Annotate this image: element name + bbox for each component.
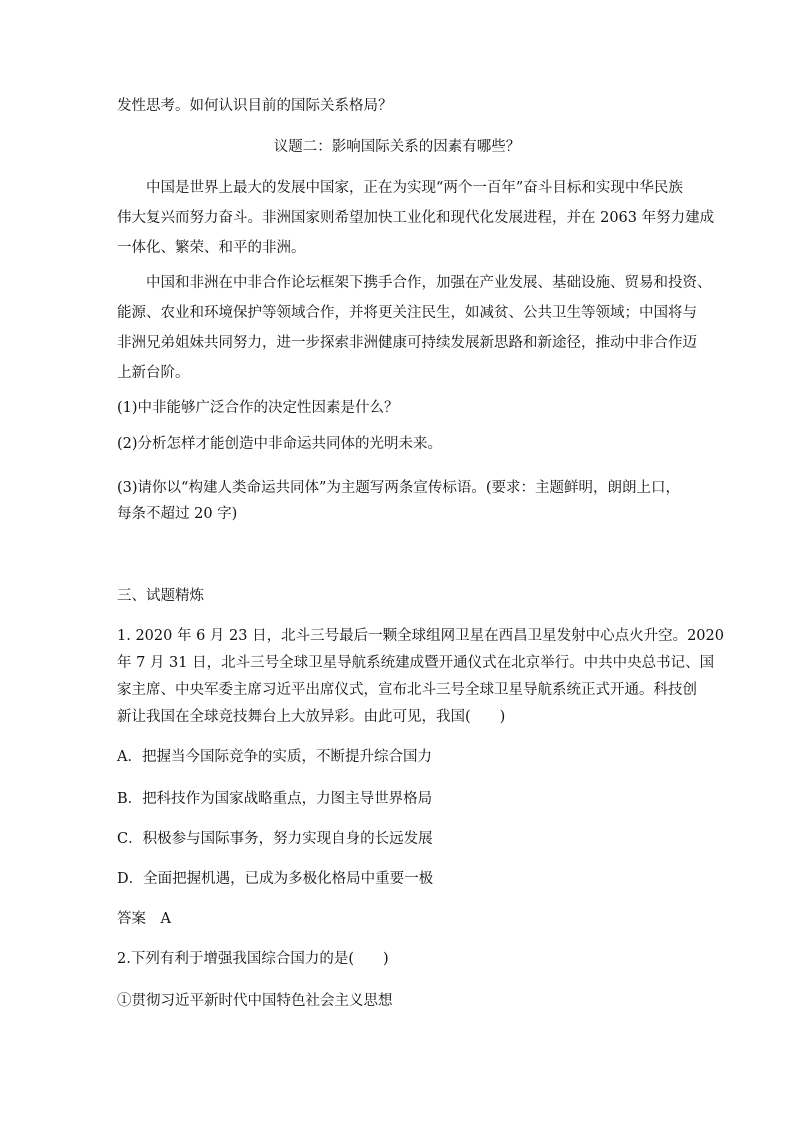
topic2-para2-line3: 非洲兄弟姐妹共同努力，进一步探索非洲健康可持续发展新思路和新途径，推动中非合作迈 bbox=[117, 335, 697, 351]
q2-item-1: ①贯彻习近平新时代中国特色社会主义思想 bbox=[117, 993, 393, 1009]
topic2-para2-line4: 上新台阶。 bbox=[117, 365, 190, 381]
topic2-question-2: (2)分析怎样才能创造中非命运共同体的光明未来。 bbox=[117, 436, 443, 452]
topic2-question-3-line1: (3)请你以“构建人类命运共同体”为主题写两条宣传标语。(要求：主题鲜明，朗朗上口， bbox=[117, 480, 681, 496]
q1-option-c: C．积极参与国际事务，努力实现自身的长远发展 bbox=[117, 831, 433, 847]
q1-stem-line3: 家主席、中央军委主席习近平出席仪式，宣布北斗三号全球卫星导航系统正式开通。科技创 bbox=[117, 682, 697, 698]
topic2-question-1: (1)中非能够广泛合作的决定性因素是什么？ bbox=[117, 400, 399, 416]
topic2-para2-line2: 能源、农业和环境保护等领域合作，并将更关注民生，如减贫、公共卫生等领域；中国将与 bbox=[117, 305, 697, 321]
q1-stem-line1: 1. 2020 年 6 月 23 日，北斗三号最后一颗全球组网卫星在西昌卫星发射中心点火升空。2020 bbox=[117, 628, 724, 644]
topic2-para1-line2: 伟大复兴而努力奋斗。非洲国家则希望加快工业化和现代化发展进程，并在 2063 年努力建成 bbox=[117, 210, 715, 226]
q1-option-d: D．全面把握机遇，已成为多极化格局中重要一极 bbox=[117, 871, 434, 887]
topic2-heading: 议题二：影响国际关系的因素有哪些？ bbox=[273, 139, 521, 155]
topic2-para1-line3: 一体化、繁荣、和平的非洲。 bbox=[117, 240, 306, 256]
q1-stem-line2: 年 7 月 31 日，北斗三号全球卫星导航系统建成暨开通仪式在北京举行。中共中央总书记、国 bbox=[117, 655, 715, 671]
intro-tail-text: 发性思考。如何认识目前的国际关系格局？ bbox=[117, 98, 393, 114]
q1-option-b: B．把科技作为国家战略重点，力图主导世界格局 bbox=[117, 791, 433, 807]
q1-option-a: A．把握当今国际竞争的实质，不断提升综合国力 bbox=[117, 749, 432, 765]
topic2-para1-line1: 中国是世界上最大的发展中国家，正在为实现“两个一百年”奋斗目标和实现中华民族 bbox=[146, 180, 683, 196]
topic2-para2-line1: 中国和非洲在中非合作论坛框架下携手合作，加强在产业发展、基础设施、贸易和投资、 bbox=[146, 275, 712, 291]
q1-answer: 答案 A bbox=[117, 911, 171, 927]
topic2-question-3-line2: 每条不超过 20 字) bbox=[117, 506, 238, 522]
q2-stem: 2.下列有利于增强我国综合国力的是( ) bbox=[117, 951, 389, 967]
q1-stem-line4: 新让我国在全球竞技舞台上大放异彩。由此可见，我国( ) bbox=[117, 709, 506, 725]
section3-heading: 三、试题精炼 bbox=[117, 588, 204, 604]
